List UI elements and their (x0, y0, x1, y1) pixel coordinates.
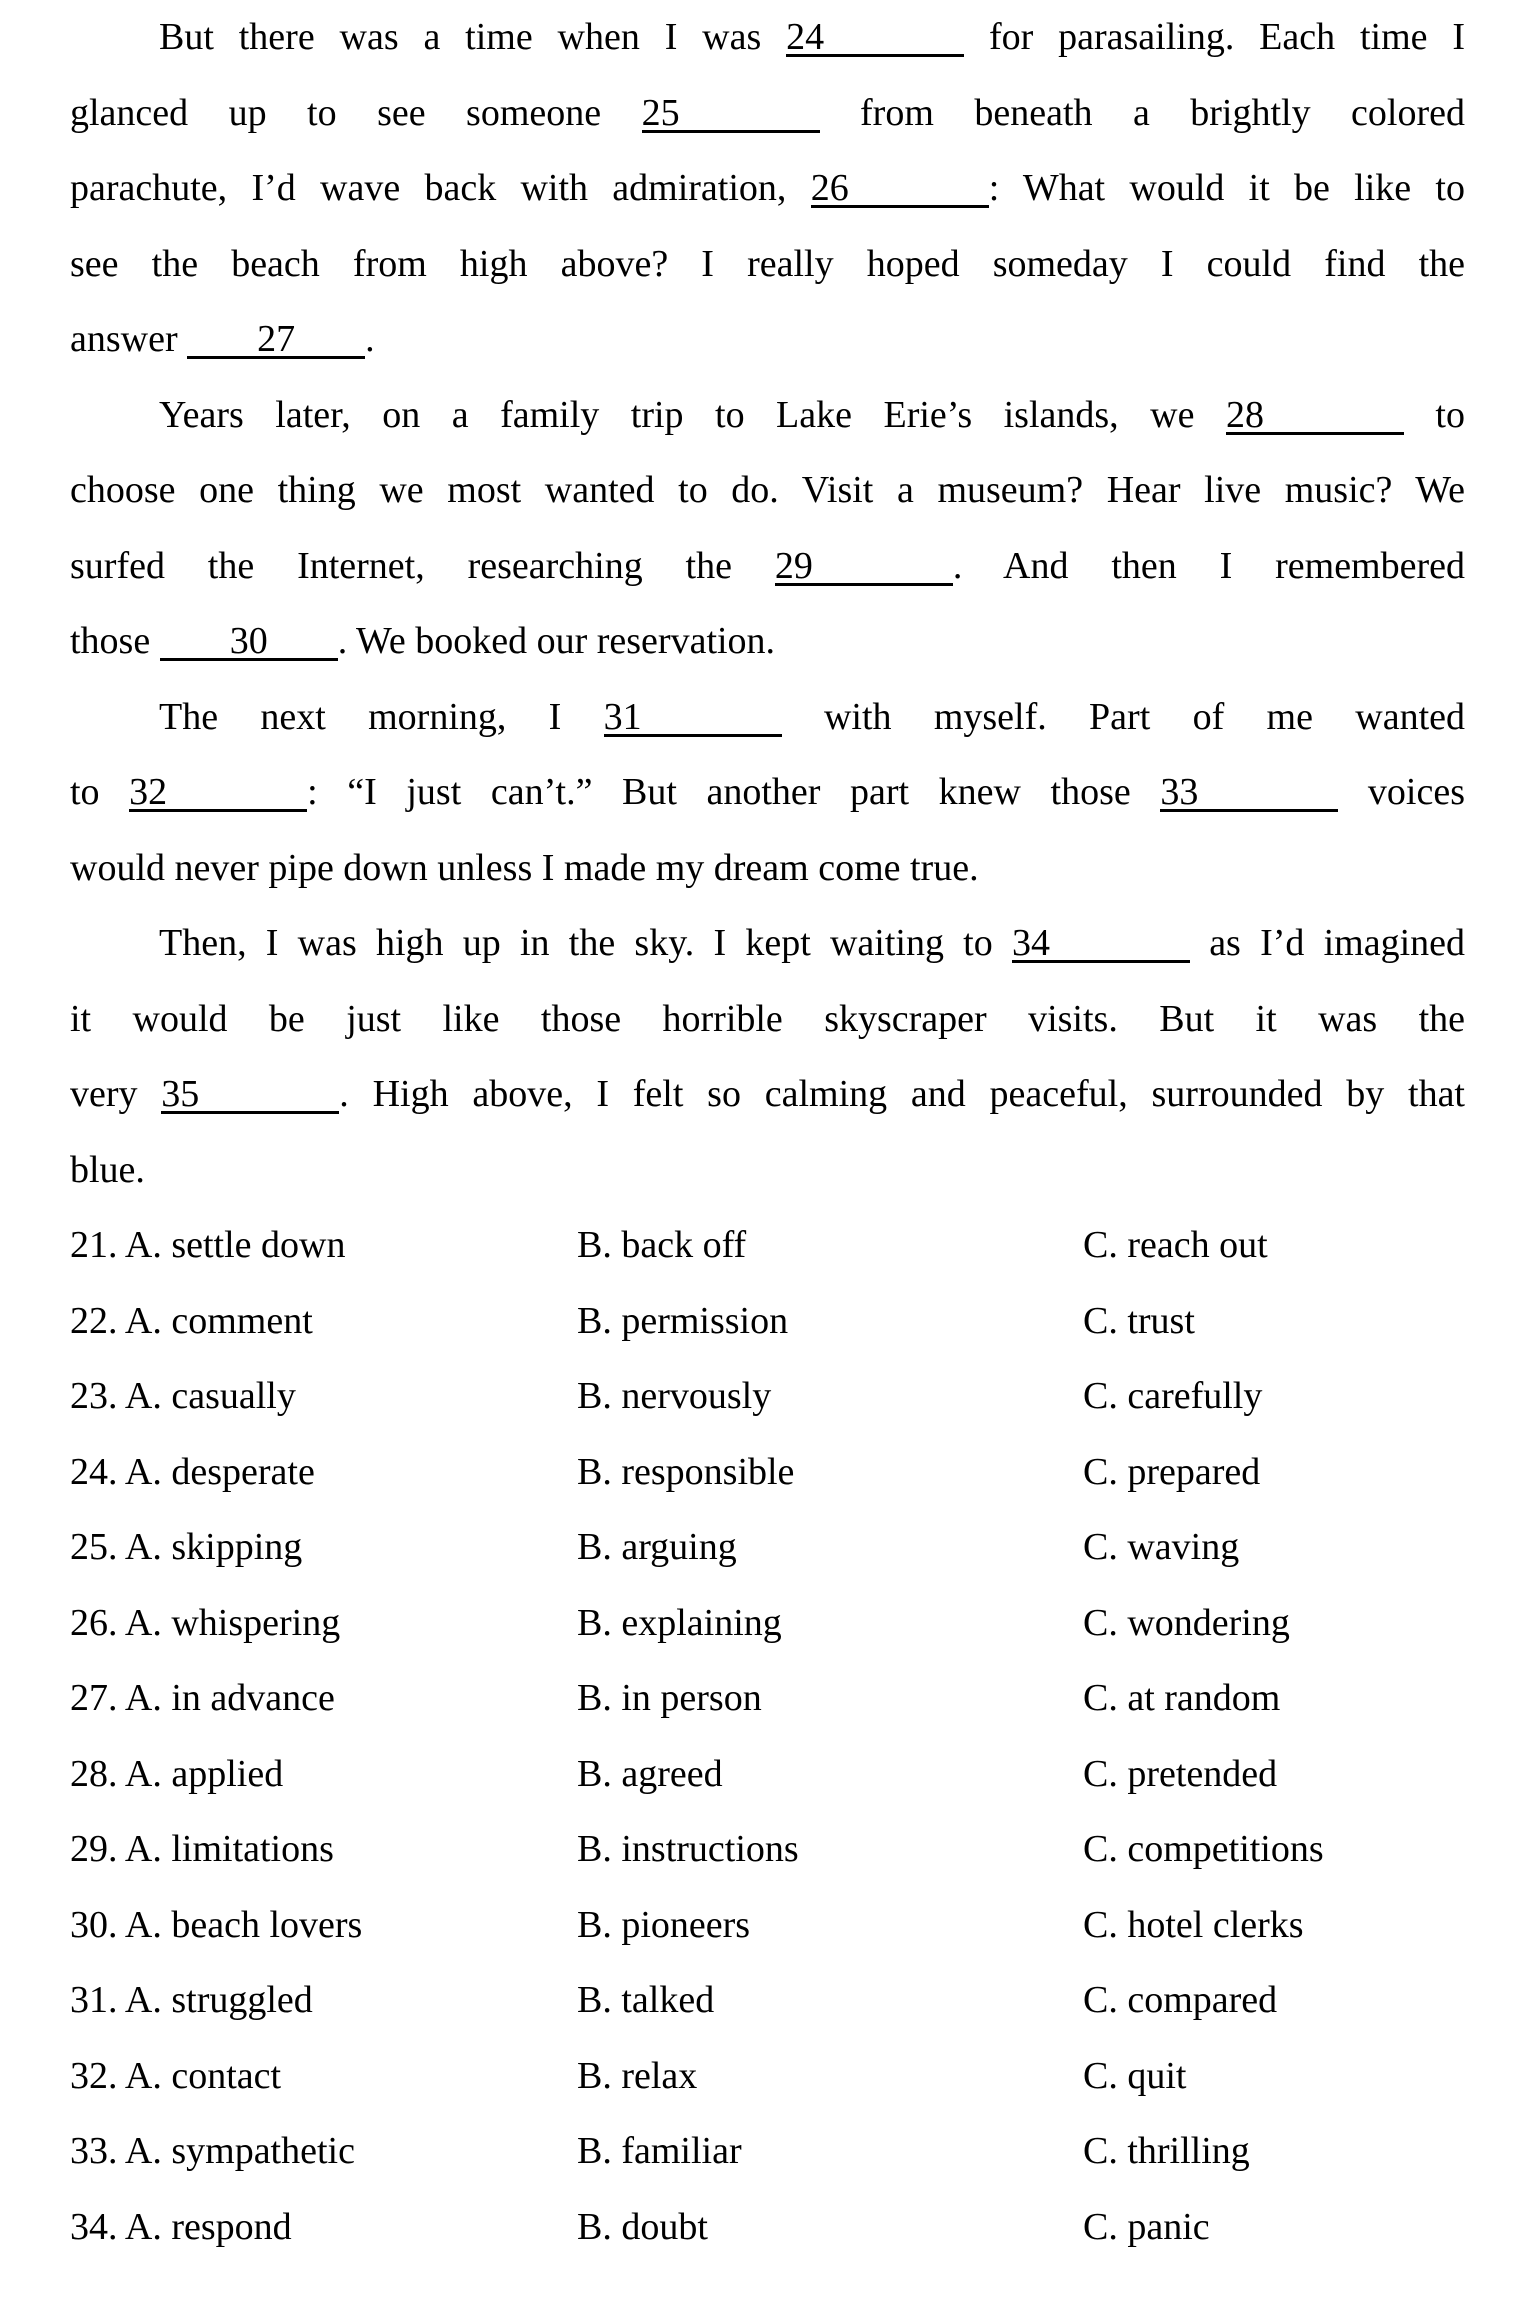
passage-text: as I’d imagined (1189, 922, 1465, 964)
passage-text: But there was a time when I was (159, 16, 787, 58)
question-options-row (70, 1963, 1465, 2039)
answer-options (70, 1208, 1465, 2265)
passage-text: parachute, I’d wave back with admiration, (70, 167, 811, 209)
blank-35: 35 (161, 1077, 339, 1114)
question-options-row (70, 1661, 1465, 1737)
passage-text: The next morning, I (159, 695, 604, 738)
option-c: C. quit (1083, 2054, 1187, 2097)
passage-text: . We booked our reservation. (337, 620, 776, 662)
blank-34: 34 (1012, 926, 1190, 963)
passage-text: Years later, on a family trip to Lake Erie’s islands, we (159, 393, 1226, 436)
passage-line (70, 76, 1465, 152)
option-c: C. wondering (1083, 1601, 1290, 1644)
passage-line (70, 831, 1465, 907)
passage-line (70, 680, 1465, 756)
blank-24: 24 (786, 20, 964, 57)
passage-text: blue. (70, 1148, 145, 1191)
passage-line (70, 378, 1465, 454)
option-b: B. pioneers (577, 1903, 751, 1946)
option-c: C. reach out (1083, 1224, 1268, 1266)
option-b: B. agreed (577, 1752, 723, 1795)
question-options-row (70, 1812, 1465, 1888)
option-b: B. permission (577, 1299, 789, 1342)
passage-text: . (365, 318, 375, 360)
option-a: 32. A. contact (70, 2054, 282, 2097)
option-b: B. explaining (577, 1601, 782, 1644)
option-b: B. back off (577, 1224, 747, 1266)
option-a: 28. A. applied (70, 1752, 284, 1795)
passage-line (70, 453, 1465, 529)
question-options-row (70, 1586, 1465, 1662)
passage-text: it would be just like those horrible skyscraper visits. But it was the (70, 997, 1465, 1040)
option-c: C. waving (1083, 1526, 1240, 1568)
option-c: C. trust (1083, 1299, 1195, 1342)
passage-text: from beneath a brightly colored (819, 91, 1465, 134)
passage-text: choose one thing we most wanted to do. Visit a museum? Hear live music? We (70, 469, 1465, 511)
blank-25: 25 (642, 96, 820, 133)
passage-line (70, 1133, 1465, 1209)
passage-line (70, 755, 1465, 831)
passage-text: would never pipe down unless I made my dream come true. (70, 846, 979, 889)
passage-text: for parasailing. Each time I (964, 16, 1465, 58)
option-a: 25. A. skipping (70, 1526, 303, 1568)
passage-text: : “I just can’t.” But another part knew those (307, 771, 1161, 813)
question-options-row (70, 1435, 1465, 1511)
option-c: C. at random (1083, 1677, 1281, 1719)
exam-page (70, 0, 1465, 2265)
option-b: B. familiar (577, 2130, 742, 2172)
option-c: C. competitions (1083, 1828, 1324, 1870)
question-options-row (70, 1737, 1465, 1813)
option-a: 34. A. respond (70, 2205, 292, 2248)
option-b: B. talked (577, 1979, 715, 2021)
blank-26: 26 (811, 171, 989, 208)
passage-line (70, 529, 1465, 605)
passage-text: to (1403, 393, 1465, 436)
passage-text: very (70, 1073, 162, 1115)
passage-line (70, 151, 1465, 227)
option-c: C. hotel clerks (1083, 1903, 1304, 1946)
option-b: B. arguing (577, 1526, 737, 1568)
option-a: 21. A. settle down (70, 1224, 346, 1266)
option-a: 30. A. beach lovers (70, 1903, 363, 1946)
passage-text: see the beach from high above? I really hoped someday I could find the (70, 242, 1465, 285)
cloze-passage (70, 0, 1465, 1208)
option-b: B. instructions (577, 1828, 799, 1870)
blank-27: 27 (187, 322, 365, 359)
passage-text: surfed the Internet, researching the (70, 544, 775, 587)
question-options-row (70, 1284, 1465, 1360)
question-options-row (70, 2190, 1465, 2266)
blank-29: 29 (775, 549, 953, 586)
passage-line (70, 227, 1465, 303)
option-a: 29. A. limitations (70, 1828, 334, 1870)
passage-line (70, 906, 1465, 982)
option-a: 22. A. comment (70, 1299, 313, 1342)
passage-line (70, 1057, 1465, 1133)
option-a: 23. A. casually (70, 1375, 296, 1417)
option-a: 33. A. sympathetic (70, 2130, 355, 2172)
passage-text: Then, I was high up in the sky. I kept waiting to (159, 922, 1012, 964)
question-options-row (70, 1359, 1465, 1435)
passage-text: answer (70, 318, 188, 360)
option-a: 24. A. desperate (70, 1450, 315, 1493)
option-c: C. prepared (1083, 1450, 1261, 1493)
option-c: C. panic (1083, 2205, 1210, 2248)
option-b: B. responsible (577, 1450, 795, 1493)
question-options-row (70, 1208, 1465, 1284)
option-c: C. compared (1083, 1979, 1278, 2021)
option-c: C. pretended (1083, 1752, 1278, 1795)
blank-32: 32 (129, 775, 307, 812)
option-b: B. in person (577, 1677, 762, 1719)
passage-text: those (70, 620, 160, 662)
blank-31: 31 (604, 700, 782, 737)
passage-line (70, 302, 1465, 378)
blank-33: 33 (1160, 775, 1338, 812)
passage-text: . And then I remembered (952, 544, 1465, 587)
blank-28: 28 (1226, 398, 1404, 435)
passage-line (70, 0, 1465, 76)
option-a: 31. A. struggled (70, 1979, 313, 2021)
option-a: 26. A. whispering (70, 1601, 341, 1644)
passage-text: : What would it be like to (988, 167, 1465, 209)
passage-text: with myself. Part of me wanted (781, 695, 1465, 738)
passage-text: . High above, I felt so calming and peaceful, surrounded by that (339, 1073, 1465, 1115)
question-options-row (70, 1510, 1465, 1586)
blank-30: 30 (160, 624, 338, 661)
passage-text: voices (1338, 771, 1465, 813)
option-b: B. relax (577, 2054, 698, 2097)
option-c: C. carefully (1083, 1375, 1263, 1417)
option-a: 27. A. in advance (70, 1677, 335, 1719)
option-b: B. doubt (577, 2205, 708, 2248)
passage-text: to (70, 771, 130, 813)
question-options-row (70, 1888, 1465, 1964)
question-options-row (70, 2114, 1465, 2190)
passage-line (70, 982, 1465, 1058)
option-c: C. thrilling (1083, 2130, 1250, 2172)
passage-text: glanced up to see someone (70, 91, 642, 134)
option-b: B. nervously (577, 1375, 772, 1417)
passage-line (70, 604, 1465, 680)
question-options-row (70, 2039, 1465, 2115)
